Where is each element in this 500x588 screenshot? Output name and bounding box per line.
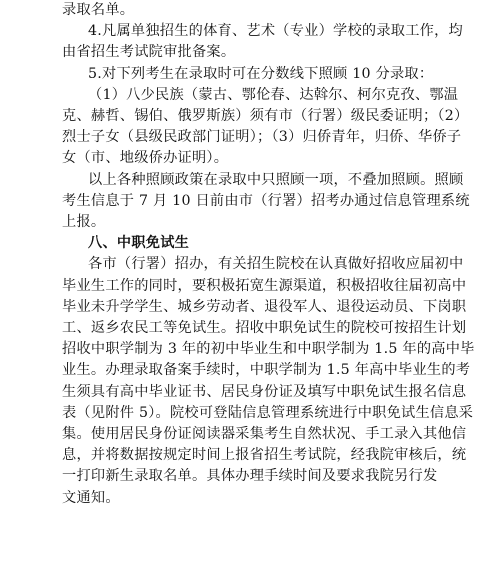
text-line: 生须具有高中毕业证书、居民身份证及填写中职免试生报名信息 bbox=[62, 383, 467, 400]
text-line: 录取名单。 bbox=[62, 2, 135, 18]
text-line: 一打印新生录取名单。具体办理手续时间及要求我院另行发 bbox=[62, 468, 438, 485]
text-line: 各市（行署）招办，有关招生院校在认真做好招收应届初中 bbox=[88, 256, 464, 273]
section-heading: 八、中职免试生 bbox=[88, 235, 190, 252]
text-line: 克、赫哲、锡伯、俄罗斯族）须有市（行署）级民委证明；（2） bbox=[62, 108, 469, 124]
text-line: 由省招生考试院审批备案。 bbox=[62, 44, 236, 61]
text-line: 招收中职学制为 3 年的初中毕业生和中职学制为 1.5 年的高中毕 bbox=[62, 341, 475, 358]
text-line: 息，并将数据按规定时间上报省招生考试院，经我院审核后，统 bbox=[62, 447, 467, 464]
text-line: 烈士子女（县级民政部门证明）；（3）归侨青年，归侨、华侨子 bbox=[62, 129, 462, 146]
text-line: 4.凡属单独招生的体育、艺术（专业）学校的录取工作，均 bbox=[88, 23, 463, 40]
text-line: 上报。 bbox=[62, 214, 106, 230]
text-line: 文通知。 bbox=[62, 489, 120, 506]
text-line: 业生。办理录取备案手续时，中职学制为 1.5 年高中毕业生的考 bbox=[62, 362, 471, 379]
text-line: 女（市、地级侨办证明）。 bbox=[62, 150, 229, 167]
text-line: 毕业未升学学生、城乡劳动者、退役军人、退役运动员、下岗职 bbox=[62, 298, 467, 315]
text-line: （1）八少民族（蒙古、鄂伦春、达斡尔、柯尔克孜、鄂温 bbox=[88, 86, 459, 103]
text-line: 集。使用居民身份证阅读器采集考生自然状况、手工录入其他信 bbox=[62, 426, 467, 442]
text-line: 5.对下列考生在录取时可在分数线下照顾 10 分录取： bbox=[88, 65, 434, 82]
text-line: 考生信息于 7 月 10 日前由市（行署）招考办通过信息管理系统 bbox=[62, 192, 470, 209]
text-line: 毕业生工作的同时，要积极拓宽生源渠道，积极招收往届初高中 bbox=[62, 277, 467, 294]
text-line: 工、返乡农民工等免试生。招收中职免试生的院校可按招生计划 bbox=[62, 320, 467, 336]
text-line: 表（见附件 5）。院校可登陆信息管理系统进行中职免试生信息采 bbox=[62, 404, 474, 421]
text-line: 以上各种照顾政策在录取中只照顾一项，不叠加照顾。照顾 bbox=[88, 171, 464, 188]
